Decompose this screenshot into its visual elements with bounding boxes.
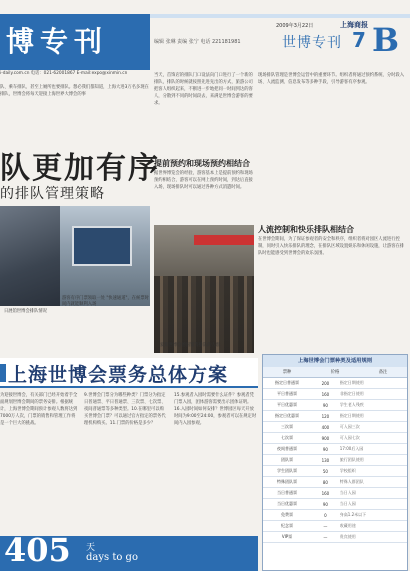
ticket-note-cell: 贵宾使用 [339,534,356,539]
ticket-table-title: 上海世博会门票种类及适用规则 [263,355,407,367]
photo-left-caption: 游客有序门票领取一处 "快速通道"，在候票时间内就能顺利入场 [62,296,149,307]
table-row [263,411,407,422]
main-subheadline: 的排队管理策略 [0,186,105,202]
ticket-price-cell: — [323,534,328,540]
photo-ticket-machine [60,206,150,306]
ticket-price-cell: — [323,523,328,529]
section-title: 世博专刊 [282,35,342,51]
ticket-type-cell: 免费票 [281,512,293,517]
right-col-c-text: 现场排队管理是世博会运营中的重要环节。组织者将通过预约系统、分时段入场、人流监测、信息发布等多种手段，引导游客有序参观。 [258,73,405,85]
ticket-type-cell: 学生团队票 [277,468,297,473]
ticket-price-cell: 200 [321,380,330,386]
masthead-email: i-daily.com.cn 电话：021-62001867 E-mail:expo@xinmin.cn [0,71,128,76]
editor-meta: 编辑 张琳 责编 张宁 电话 221181981 [154,39,241,45]
ticket-price-cell: 400 [321,424,330,430]
masthead-left [0,14,150,70]
ticket-price-cell: 90 [322,446,328,452]
section-heading-crowd: 人流控制和快乐排队相结合 [258,224,354,234]
ticket-col-type: 票种 [282,370,292,375]
ticket-note-cell: 可入园三次 [339,424,360,429]
ticket-note-cell: 特殊人群团队 [339,479,364,484]
ticket-note-cell: 指定日期使用 [339,413,364,418]
photo-left-bottom-caption: 日展馆世博会排队情况 [4,309,47,314]
table-row [263,455,407,466]
ticket-type-cell: 夜间普通票 [277,446,297,451]
right-col-b-text: 在世博会期间，为了保证参观者的安全和秩序，组织者将对园区人流进行控制，同时引入快乐排队的理念，在排队区域设置娱乐和休闲设施，让游客在排队时也能感受到世博会的欢乐氛围。 [258,237,405,256]
main-headline: 队更加有序 [0,151,160,186]
table-row [263,521,407,532]
ticket-type-cell: 平日普通票 [277,391,297,396]
ticket-col-note: 备注 [378,370,388,375]
ticket-note-cell: 旅行团队使用 [339,457,364,462]
ticket-type-cell: 纪念票 [281,523,293,528]
ticket-type-cell: 指定日普通票 [275,380,299,385]
plan-heading-title: 上海世博会票务总体方案 [8,364,229,386]
plan-heading-bar [0,358,258,388]
ticket-screen [72,226,132,266]
plan-right-text: 15.参观者入园时需要什么证件？参观者凭门票入园，团体游客需要出示团体证明。16.入园时间如何安排？世博园区每天开放时间为9:00至24:00，参观者可以在规定时间内入园参观。 [174,393,257,426]
ticket-note-cell: 17:00后入园 [339,446,364,451]
ticket-price-cell: 160 [321,391,330,397]
photo-banner [194,235,254,245]
photo-right-caption: 爱知世博会德国馆等排队的人群 [160,343,221,348]
table-row [263,499,407,510]
ticket-note-cell: 指定日期使用 [339,380,364,385]
table-row [263,532,407,543]
photo-german-pavilion-queue [154,225,254,353]
table-row [263,389,407,400]
table-row [263,488,407,499]
right-col-a-text: 据世界博览会的经验，游客基本上是提前预约和现场预约相结合，游客可以在网上预约时间，到达后直接入场，现场排队时可以通过各种方式消遣时间。 [154,171,253,190]
photo-queue-crowd [0,206,60,306]
ticket-type-cell: 当日优惠票 [277,501,297,506]
ticket-type-cell: 平日优惠票 [277,402,297,407]
ticket-type-cell: 特殊团队票 [277,479,297,484]
page-number: 7 [352,28,366,52]
right-intro-text: 当天，首饰店的排队门口设法向门口进行了一个新的排队，排队的时候就按照先进先出的方式，旅游公司把客人组织起来，不断进一步地把同一时间到达的客人，分散到不同的时间段去，来满足世博会游客的要求。 [154,73,253,106]
paper-logo: 上海商报 [340,20,368,29]
masthead-right [154,18,410,62]
ticket-col-price: 价格 [330,370,340,375]
ticket-price-cell: 120 [321,413,330,419]
plan-heading-marker [0,364,6,382]
paper-date: 2009年3月22日 [276,23,314,29]
ticket-note-cell: 学生老人残疾 [339,402,364,407]
table-row [263,510,407,521]
table-row [263,378,407,389]
ticket-type-cell: 团队票 [281,457,293,462]
ticket-price-cell: 160 [321,490,330,496]
ticket-note-cell: 当日入园 [339,490,356,495]
ticket-type-cell: 当日普通票 [277,490,297,495]
ticket-note-cell: 可入园七次 [339,435,360,440]
plan-left-text: 为迎接世博会，有关部门已经开始着手全面规划世博会期间的票务安排。根据统计，上海世博会期间预计参观人数将达到7000万人次，门票的销售和管理工作将是一个巨大的挑战。 [0,393,78,426]
countdown-subtitle: days to go [86,552,138,563]
section-heading-booking: 提前预约和现场预约相结合 [154,158,250,168]
ticket-table [262,354,408,571]
table-row [263,466,407,477]
masthead-left-title: 博专刊 [6,25,109,58]
ticket-table-body [263,378,407,543]
ticket-table-header [263,367,407,378]
plan-heading-rule [0,386,258,388]
ticket-note-cell: 身高1.2米以下 [339,512,367,517]
table-row [263,433,407,444]
ticket-type-cell: 指定日优惠票 [275,413,299,418]
table-row [263,477,407,488]
ticket-note-cell: 学校组织 [339,468,356,473]
ticket-type-cell: 七次票 [281,435,293,440]
table-row [263,422,407,433]
ticket-price-cell: 50 [322,468,328,474]
ticket-price-cell: 130 [321,457,330,463]
ticket-price-cell: 900 [321,435,330,441]
section-letter: B [372,21,400,59]
ticket-note-cell: 当日入园 [339,501,356,506]
table-row [263,444,407,455]
ticket-type-cell: VIP票 [281,534,293,539]
left-intro-text: 队、乘车排队、甚至上厕所也要排队。想必我们都知道，上海大进3万名多现在排队，世博会将每天迎接上海世界大博会的事 [0,85,149,97]
ticket-price-cell: 90 [322,402,328,408]
ticket-note-cell: 收藏用途 [339,523,356,528]
ticket-type-cell: 三次票 [281,424,293,429]
countdown-unit: 天 [86,543,96,553]
table-row [263,400,407,411]
ticket-price-cell: 90 [322,501,328,507]
ticket-price-cell: 0 [324,512,327,518]
countdown-banner [0,531,258,571]
ticket-note-cell: 非指定日使用 [339,391,364,396]
ticket-price-cell: 80 [322,479,328,485]
countdown-number: 405 [4,531,71,569]
plan-mid-text: 9.世博会门票分为哪些种类？门票分为指定日普通票、平日普通票、三次票、七次票、夜间普通票等多种类型。10.在哪里可以购买世博会门票？可以通过官方指定的票务代理机构购买。11.门票的价格是多少？ [84,393,166,426]
